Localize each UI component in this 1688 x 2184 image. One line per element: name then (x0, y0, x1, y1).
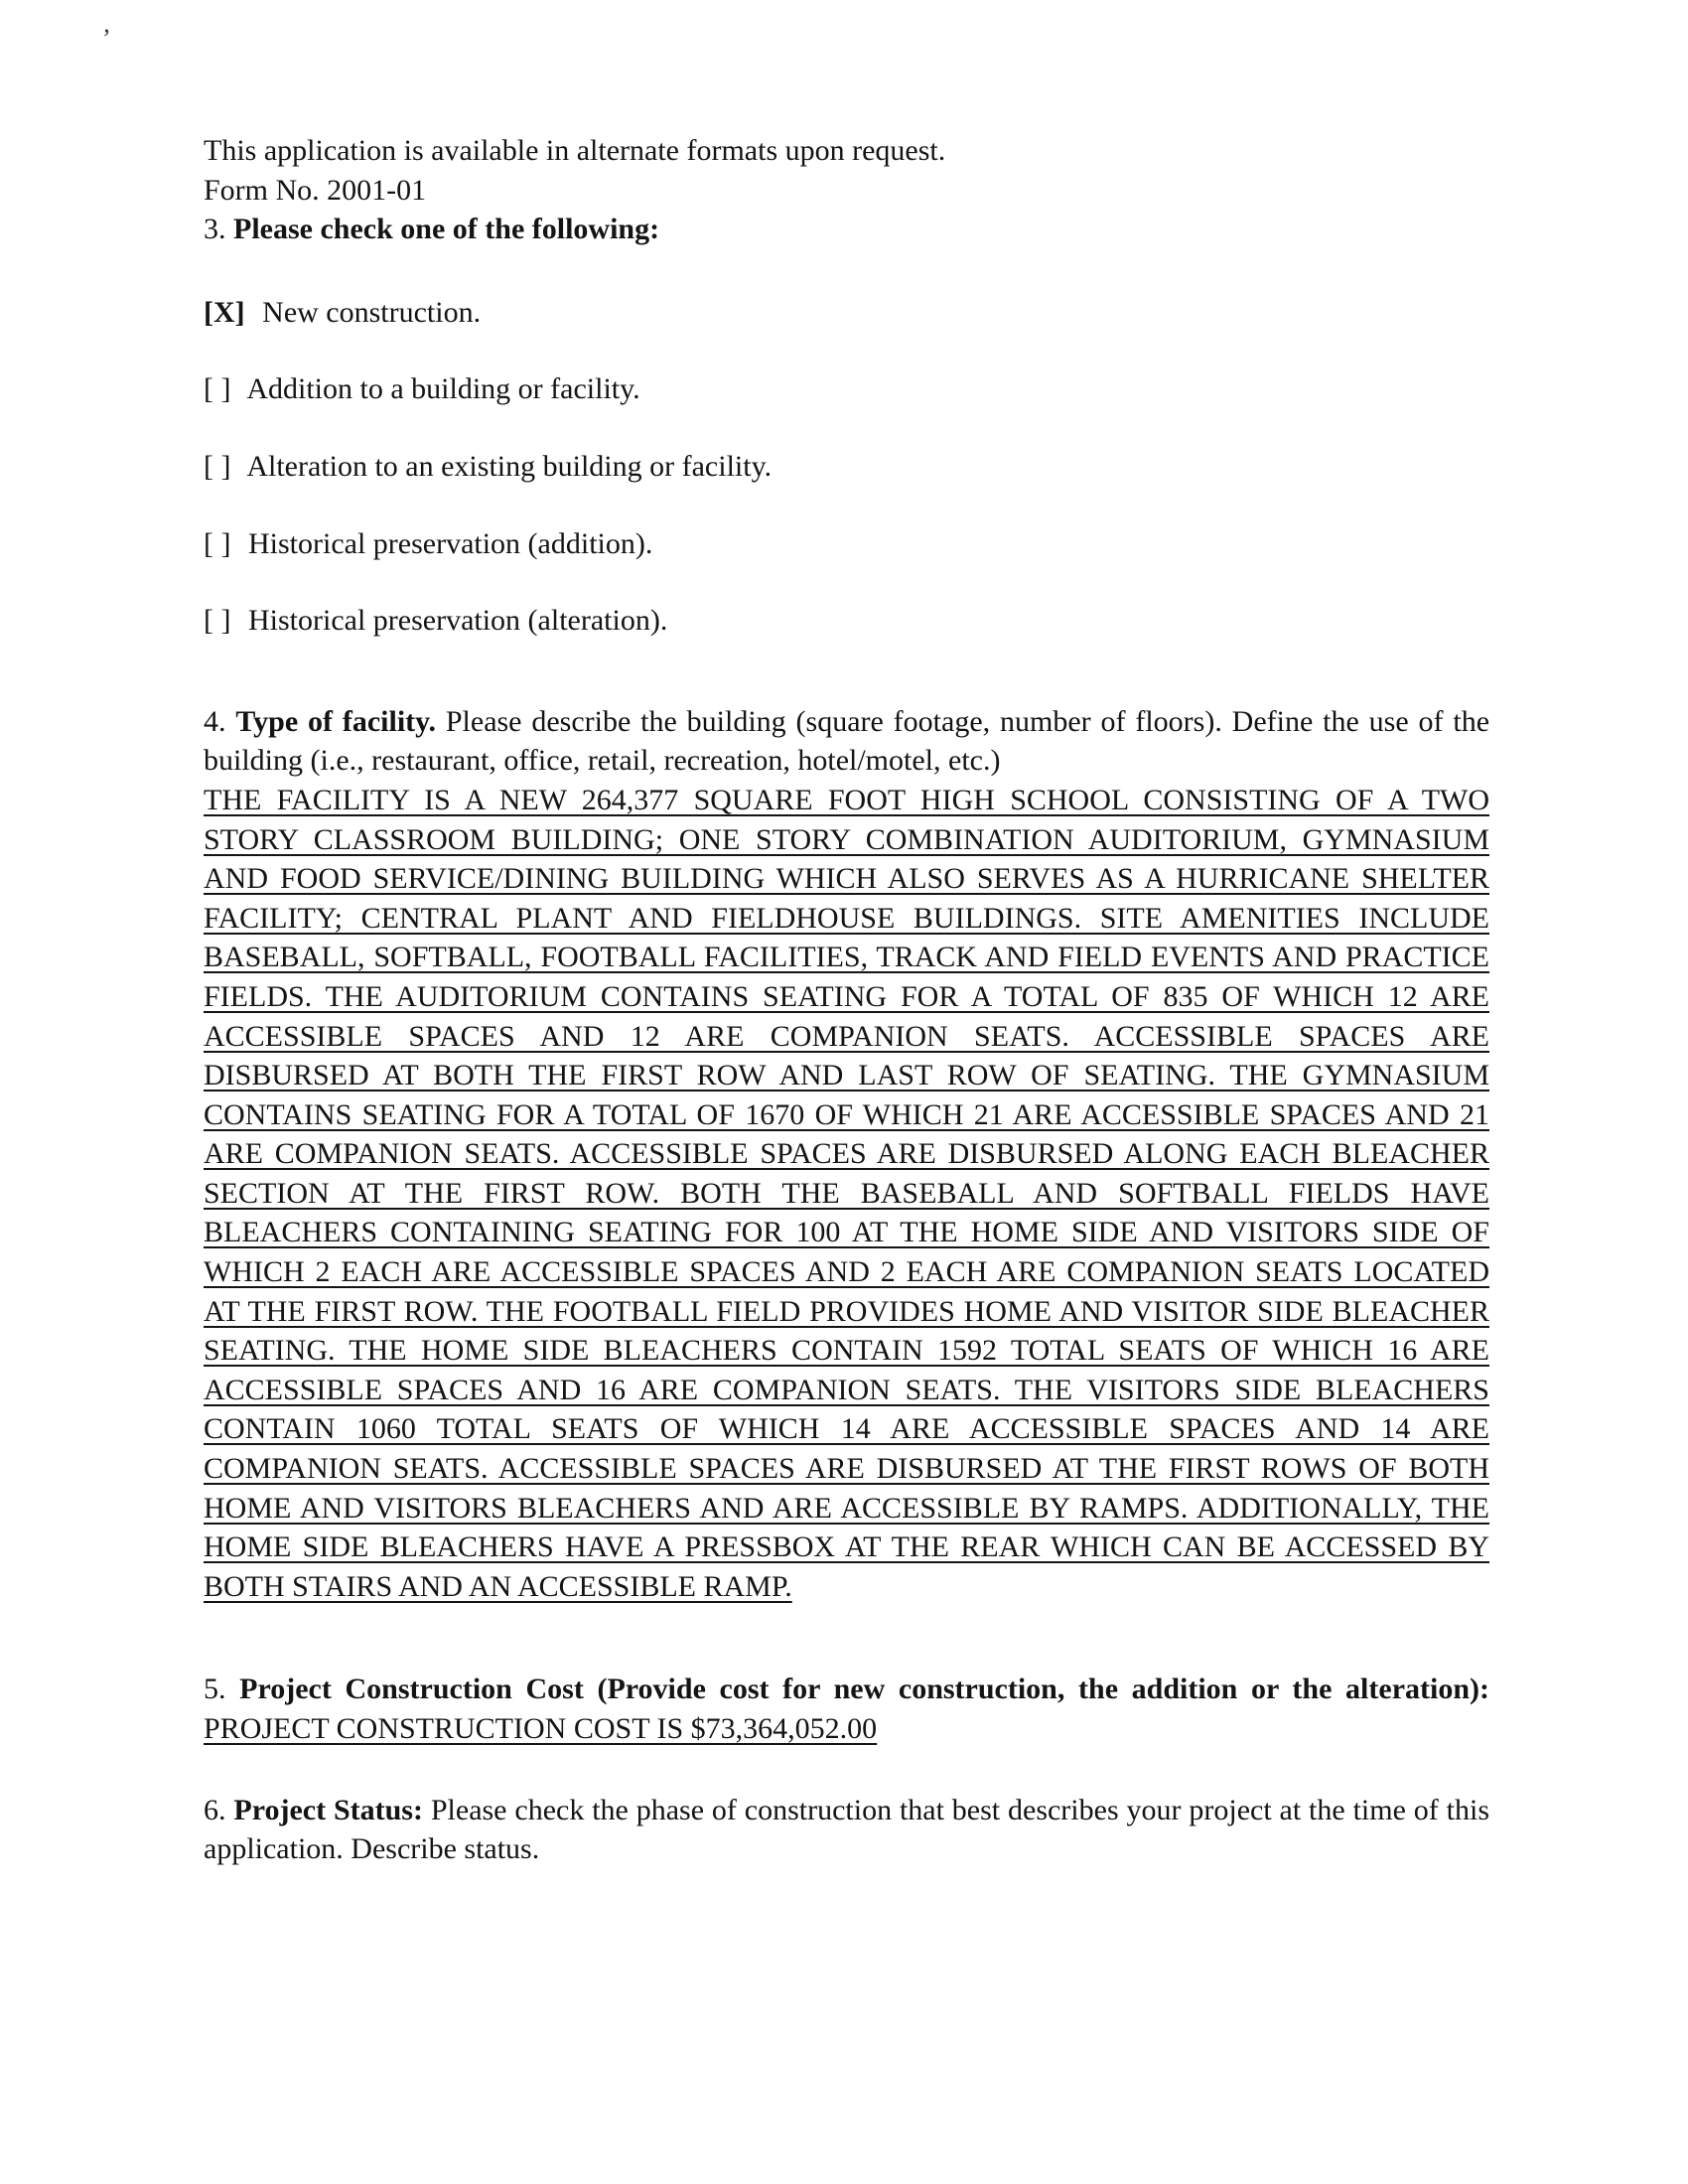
check-label-alteration: Alteration to an existing building or facility. (246, 449, 773, 483)
section6-prompt: Please check the phase of construction that best describes your project at the time of this application. Describe status. (204, 1793, 1489, 1866)
section4-heading-paragraph (204, 702, 1489, 781)
construction-cost-value: PROJECT CONSTRUCTION COST IS $73,364,052.00 (204, 1712, 878, 1745)
check-item-new-construction (204, 293, 1489, 333)
check-item-historical-addition (204, 524, 1489, 564)
checkbox-alteration[interactable]: [ ] (204, 449, 231, 483)
section5-heading: Project Construction Cost (Provide cost for new construction, the addition or the alteration): (239, 1673, 1490, 1706)
section4-number: 4. (204, 704, 226, 738)
section6-heading: Project Status: (233, 1793, 423, 1826)
check-item-alteration (204, 447, 1489, 487)
facility-description-text: THE FACILITY IS A NEW 264,377 SQUARE FOOT HIGH SCHOOL CONSISTING OF A TWO STORY CLASSROOM BUILDING; ONE STORY COMBINATION AUDITORIUM, GYMNASIUM AND FOOD SERVICE/DINING BUILDING WHICH ALSO SERVES AS A HURRICANE SHELTER FACILITY; CENTRAL PLANT AND FIELDHOUSE BUILDINGS. SITE AMENITIES INCLUDE BASEBALL, SOFTBALL, FOOTBALL FACILITIES, TRACK AND FIELD EVENTS AND PRACTICE FIELDS. THE AUDITORIUM CONTAINS SEATING FOR A TOTAL OF 835 OF WHICH 12 ARE ACCESSIBLE SPACES AND 12 ARE COMPANION SEATS. ACCESSIBLE SPACES ARE DISBURSED AT BOTH THE FIRST ROW AND LAST ROW OF SEATING. THE GYMNASIUM CONTAINS SEATING FOR A TOTAL OF 1670 OF WHICH 21 ARE ACCESSIBLE SPACES AND 21 ARE COMPANION SEATS. ACCESSIBLE SPACES ARE DISBURSED ALONG EACH BLEACHER SECTION AT THE FIRST ROW. BOTH THE BASEBALL AND SOFTBALL FIELDS HAVE BLEACHERS CONTAINING SEATING FOR 100 AT THE HOME SIDE AND VISITORS SIDE OF WHICH 2 EACH ARE ACCESSIBLE SPACES AND 2 EACH ARE COMPANION SEATS LOCATED AT THE FIRST ROW. THE FOOTBALL FIELD PROVIDES HOME AND VISITOR SIDE BLEACHER SEATING. THE HOME SIDE BLEACHERS CONTAIN 1592 TOTAL SEATS OF WHICH 16 ARE ACCESSIBLE SPACES AND 16 ARE COMPANION SEATS. THE VISITORS SIDE BLEACHERS CONTAIN 1060 TOTAL SEATS OF WHICH 14 ARE ACCESSIBLE SPACES AND 14 ARE COMPANION SEATS. ACCESSIBLE SPACES ARE DISBURSED AT THE FIRST ROWS OF BOTH HOME AND VISITORS BLEACHERS AND ARE ACCESSIBLE BY RAMPS. ADDITIONALLY, THE HOME SIDE BLEACHERS HAVE A PRESSBOX AT THE REAR WHICH CAN BE ACCESSED BY BOTH STAIRS AND AN ACCESSIBLE RAMP. (204, 783, 1489, 1603)
scan-artifact: ’ (102, 24, 111, 53)
intro-block (204, 131, 1489, 249)
section6-paragraph (204, 1791, 1489, 1869)
check-label-new-construction: New construction. (262, 295, 482, 329)
section5-number: 5. (204, 1673, 226, 1706)
checkbox-historical-addition[interactable]: [ ] (204, 526, 231, 560)
section3-number: 3. (204, 213, 226, 246)
checkbox-new-construction[interactable]: [X] (204, 295, 245, 329)
check-label-historical-addition: Historical preservation (addition). (247, 526, 653, 560)
section5-paragraph (204, 1670, 1489, 1748)
section6-number: 6. (204, 1793, 226, 1826)
facility-description-paragraph (204, 781, 1489, 1606)
construction-type-checklist (204, 293, 1489, 641)
section3-heading: Please check one of the following: (233, 213, 660, 246)
check-item-historical-alteration (204, 601, 1489, 641)
section4-prompt: Please describe the building (square footage, number of floors). Define the use of the building (i.e., restaurant, office, retail, recreation, hotel/motel, etc.) (204, 704, 1490, 778)
form-number: Form No. 2001-01 (204, 173, 427, 207)
check-label-historical-alteration: Historical preservation (alteration). (247, 604, 668, 638)
alternate-formats-note: This application is available in alternate formats upon request. (204, 134, 946, 167)
check-item-addition (204, 369, 1489, 409)
check-label-addition: Addition to a building or facility. (246, 372, 640, 406)
checkbox-historical-alteration[interactable]: [ ] (204, 604, 231, 638)
checkbox-addition[interactable]: [ ] (204, 372, 231, 406)
section4-heading: Type of facility. (235, 704, 436, 738)
